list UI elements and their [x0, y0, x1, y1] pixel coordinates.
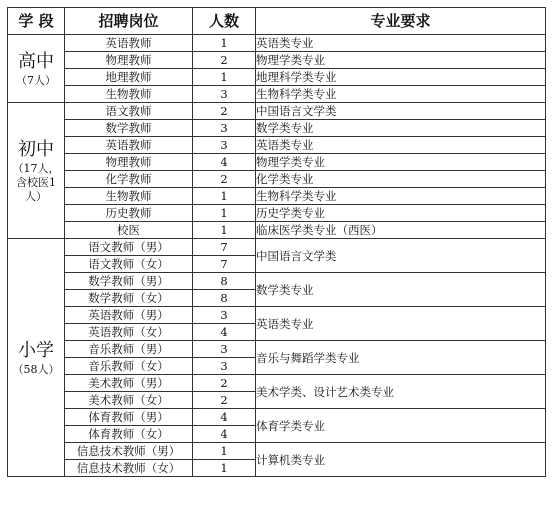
table-row [8, 120, 546, 137]
table-row [8, 137, 546, 154]
position-cell: 化学教师 [65, 171, 193, 188]
requirement-cell: 生物科学类专业 [256, 188, 546, 205]
count-cell: 3 [193, 307, 256, 324]
position-cell: 物理教师 [65, 52, 193, 69]
position-cell: 美术教师（女） [65, 392, 193, 409]
count-cell: 1 [193, 222, 256, 239]
table-row [8, 205, 546, 222]
count-cell: 1 [193, 69, 256, 86]
count-cell: 7 [193, 256, 256, 273]
count-cell: 2 [193, 103, 256, 120]
count-cell: 2 [193, 392, 256, 409]
segment-cell [8, 35, 65, 103]
table-body [8, 35, 546, 477]
position-cell: 英语教师 [65, 35, 193, 52]
count-cell: 1 [193, 35, 256, 52]
count-cell: 1 [193, 443, 256, 460]
requirement-cell: 中国语言文学类 [256, 239, 546, 273]
count-cell: 4 [193, 324, 256, 341]
position-cell: 音乐教师（男） [65, 341, 193, 358]
requirement-cell: 数学类专业 [256, 273, 546, 307]
header-position: 招聘岗位 [65, 8, 193, 35]
position-cell: 历史教师 [65, 205, 193, 222]
recruitment-table-container [7, 7, 546, 477]
requirement-cell: 物理学类专业 [256, 52, 546, 69]
header-segment: 学 段 [8, 8, 65, 35]
requirement-cell: 地理科学类专业 [256, 69, 546, 86]
count-cell: 2 [193, 375, 256, 392]
table-row [8, 52, 546, 69]
table-row [8, 341, 546, 358]
requirement-cell: 化学类专业 [256, 171, 546, 188]
table-row [8, 35, 546, 52]
segment-cell [8, 103, 65, 239]
table-row [8, 409, 546, 426]
count-cell: 4 [193, 409, 256, 426]
table-row [8, 307, 546, 324]
segment-cell [8, 239, 65, 477]
count-cell: 8 [193, 273, 256, 290]
segment-name: 初中 [18, 138, 54, 160]
count-cell: 3 [193, 341, 256, 358]
requirement-cell: 英语类专业 [256, 35, 546, 52]
table-row [8, 69, 546, 86]
table-row [8, 103, 546, 120]
position-cell: 生物教师 [65, 86, 193, 103]
segment-name: 高中 [18, 50, 54, 72]
requirement-cell: 体育学类专业 [256, 409, 546, 443]
table-row [8, 375, 546, 392]
position-cell: 体育教师（男） [65, 409, 193, 426]
requirement-cell: 临床医学类专业（西医） [256, 222, 546, 239]
segment-note: （58人） [12, 362, 60, 376]
count-cell: 8 [193, 290, 256, 307]
recruitment-table [7, 7, 546, 477]
table-row [8, 86, 546, 103]
table-row [8, 171, 546, 188]
position-cell: 语文教师（男） [65, 239, 193, 256]
count-cell: 3 [193, 137, 256, 154]
requirement-cell: 中国语言文学类 [256, 103, 546, 120]
table-row [8, 239, 546, 256]
position-cell: 音乐教师（女） [65, 358, 193, 375]
segment-note: （7人） [16, 73, 56, 87]
table-row [8, 154, 546, 171]
segment-note: （17人，含校医1人） [12, 161, 60, 203]
requirement-cell: 音乐与舞蹈学类专业 [256, 341, 546, 375]
header-row [8, 8, 546, 35]
count-cell: 1 [193, 205, 256, 222]
position-cell: 英语教师（女） [65, 324, 193, 341]
position-cell: 语文教师 [65, 103, 193, 120]
requirement-cell: 英语类专业 [256, 307, 546, 341]
table-row [8, 188, 546, 205]
position-cell: 数学教师 [65, 120, 193, 137]
requirement-cell: 生物科学类专业 [256, 86, 546, 103]
requirement-cell: 数学类专业 [256, 120, 546, 137]
count-cell: 1 [193, 460, 256, 477]
table-row [8, 222, 546, 239]
count-cell: 2 [193, 52, 256, 69]
header-count: 人数 [193, 8, 256, 35]
count-cell: 1 [193, 188, 256, 205]
table-row [8, 273, 546, 290]
count-cell: 3 [193, 120, 256, 137]
table-header [8, 8, 546, 35]
requirement-cell: 美术学类、设计艺术类专业 [256, 375, 546, 409]
requirement-cell: 计算机类专业 [256, 443, 546, 477]
count-cell: 4 [193, 426, 256, 443]
position-cell: 信息技术教师（男） [65, 443, 193, 460]
position-cell: 美术教师（男） [65, 375, 193, 392]
position-cell: 数学教师（男） [65, 273, 193, 290]
position-cell: 数学教师（女） [65, 290, 193, 307]
segment-name: 小学 [18, 339, 54, 361]
position-cell: 生物教师 [65, 188, 193, 205]
position-cell: 语文教师（女） [65, 256, 193, 273]
count-cell: 4 [193, 154, 256, 171]
count-cell: 3 [193, 358, 256, 375]
count-cell: 2 [193, 171, 256, 188]
requirement-cell: 物理学类专业 [256, 154, 546, 171]
position-cell: 地理教师 [65, 69, 193, 86]
table-row [8, 443, 546, 460]
position-cell: 英语教师（男） [65, 307, 193, 324]
header-requirement: 专业要求 [256, 8, 546, 35]
requirement-cell: 历史学类专业 [256, 205, 546, 222]
position-cell: 校医 [65, 222, 193, 239]
position-cell: 体育教师（女） [65, 426, 193, 443]
position-cell: 信息技术教师（女） [65, 460, 193, 477]
count-cell: 3 [193, 86, 256, 103]
position-cell: 英语教师 [65, 137, 193, 154]
position-cell: 物理教师 [65, 154, 193, 171]
count-cell: 7 [193, 239, 256, 256]
requirement-cell: 英语类专业 [256, 137, 546, 154]
